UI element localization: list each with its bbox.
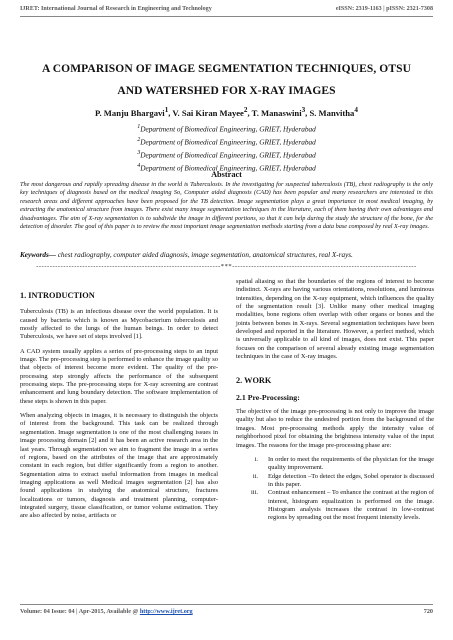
author-1: P. Manju Bhargavi$^1$ xyxy=(95,106,169,118)
preprocessing-paragraph: The objective of the image pre-processing is not only to improve the image quality but also to reduce the undesired portion from the background of the images. Most pre-processing methods apply the intensity value of neighborhood pixel for obtaining the brightness intensity value of the input images. The reasons for the image pre-processing phase are: xyxy=(236,408,434,449)
page-number: 720 xyxy=(423,608,433,615)
preprocessing-reasons-list xyxy=(236,456,434,523)
work-heading: 2. WORK xyxy=(236,376,272,386)
left-column xyxy=(20,278,218,527)
list-item: i. In order to meet the requirements of the physician for the image quality improvement. xyxy=(254,455,434,472)
right-column xyxy=(236,278,434,523)
title-line-2: AND WATERSHED FOR X-RAY IMAGES xyxy=(117,85,336,97)
affiliation-4: $^4$Department of Biomedical Engineering, GRIET, Hyderabad xyxy=(137,162,316,173)
list-item: ii. Edge detection –To detect the edges, Sobel operator is discussed in this paper. xyxy=(252,472,434,488)
section-separator: --------------------------------------------------------------------***-------------------------------------------------------------------- xyxy=(36,263,417,270)
author-list: P. Manju Bhargavi$^1$, V. Sai Kiran Mayee$^2$, T. Manaswini$^3$, S. Manvitha$^4$ xyxy=(95,106,358,118)
header-rule xyxy=(20,16,433,17)
intro-paragraph-1: Tuberculosis (TB) is an infectious disease over the world population. It is caused by bacteria which is known as Mycobacterium tuberculosis and mostly affected to the lungs of the human beings. In order to detect Tuberculosis, we have set of steps involved [1]. xyxy=(20,308,218,341)
preprocessing-heading: 2.1 Pre-Processing: xyxy=(236,392,300,402)
keywords-line xyxy=(20,251,433,259)
issn-text: eISSN: 2319-1163 | pISSN: 2321-7308 xyxy=(335,6,433,12)
affiliation-3: $^3$Department of Biomedical Engineering, GRIET, Hyderabad xyxy=(137,149,316,160)
abstract-text: The most dangerous and rapidly spreading disease in the world is Tuberculosis. In the investigating for suspected tuberculosis (TB), chest radiography is the only key techniques of diagnosis based on the medical imaging So, Computer aided diagnosis (CAD) has been popular and many researchers are interested in this research areas and different approaches have been proposed for the TB detection. Image segmentation plays a great importance in most medical imaging, by extracting the anatomical structure from images. There exist many image segmentation techniques in the literature, each of them having their own advantages and disadvantages. The aim of X-ray segmentation is to subdivide the image in different portions, so that it can help during the study the structure of the bone, for the detection of disorder. The goal of this paper is to review the most important image segmentation methods starting from a data base composed by real X-ray images. xyxy=(20,181,433,231)
intro-paragraph-2: A CAD system usually applies a series of pre-processing steps to an input image. The pre-processing step is performed to enhance the image quality so that objects of interest become more evident. The quality of the pre-processing step strongly affects the performance of the subsequent processing steps. The pre-processing steps for X-ray screening are contrast enhancement and lung boundary detection. The software implementation of these steps is shown in this paper. xyxy=(20,347,218,405)
running-footer xyxy=(20,608,433,615)
journal-name: IJRET: International Journal of Research in Engineering and Technology xyxy=(20,6,212,12)
footer-volume: Volume: 04 Issue: 04 | Apr-2015, Available @ http://www.ijret.org xyxy=(20,608,193,615)
keywords-text: chest radiography, computer aided diagnosis, image segmentation, anatomical structures, real X-rays. xyxy=(55,251,353,259)
author-4: S. Manvitha$^4$ xyxy=(309,106,358,118)
abstract-heading: Abstract xyxy=(211,170,242,179)
affiliation-2: $^2$Department of Biomedical Engineering, GRIET, Hyderabad xyxy=(137,136,316,147)
footer-rule xyxy=(20,604,433,605)
intro-heading: 1. INTRODUCTION xyxy=(20,291,95,300)
continued-paragraph: spatial aliasing so that the boundaries of the regions of interest to become indistinct. X-rays are having various orientations, resolutions, and luminous intensities, depending on the X-ray equipment, which influences the quality of the segmentation result [3]. Unlike many other medical imaging modalities, bone regions often overlap with other organs or bones and the joints between bones in X-rays. Several segmentation techniques have been developed and reported in the literature. However, a perfect method, which is universally applicable to all kind of images, does not exist. This paper focuses on the comparison of several already existing image segmentation techniques in the case of X-ray images. xyxy=(236,278,434,361)
affiliation-1: $^1$Department of Biomedical Engineering, GRIET, Hyderabad xyxy=(137,124,316,134)
running-header xyxy=(20,6,433,12)
affiliation-list xyxy=(20,122,433,174)
intro-paragraph-3: When analyzing objects in images, it is necessary to distinguish the objects of interest from the background. This task can be realized through segmentation. Image segmentation is one of the most challenging issues in image processing domain [2] and it has been an active research area in the last years. Through segmentation we aim to fragment the image in a series of regions, based on the attributes of the image that are approximately constant in each region, but differ significantly from a region to another. Segmentation aims to extract useful information from images in medical imaging applications as well Medical images segmentation [2] has also found applications in studying the anatomical structure, fractures localizations or tumors, diagnosis and treatment planning, computer-integrated surgery, tissue classification, or tumor volume estimation. They are also affected by noise, artifacts or xyxy=(20,412,218,520)
author-2: V. Sai Kiran Mayee$^2$ xyxy=(172,106,248,118)
paper-title xyxy=(20,58,433,102)
keywords-label: Keywords— xyxy=(20,251,56,259)
list-item: iii. Contrast enhancement – To enhance the contrast at the region of interest, histogram equalization is performed on the image. Histogram analysis increases the contrast in low-contrast regions by spreading out the most frequent intensity levels. xyxy=(251,489,434,522)
author-3: T. Manaswini$^3$ xyxy=(251,106,306,118)
journal-url-link[interactable]: http://www.ijret.org xyxy=(139,608,193,615)
title-line-1: A COMPARISON OF IMAGE SEGMENTATION TECHNIQUES, OTSU xyxy=(42,63,411,75)
